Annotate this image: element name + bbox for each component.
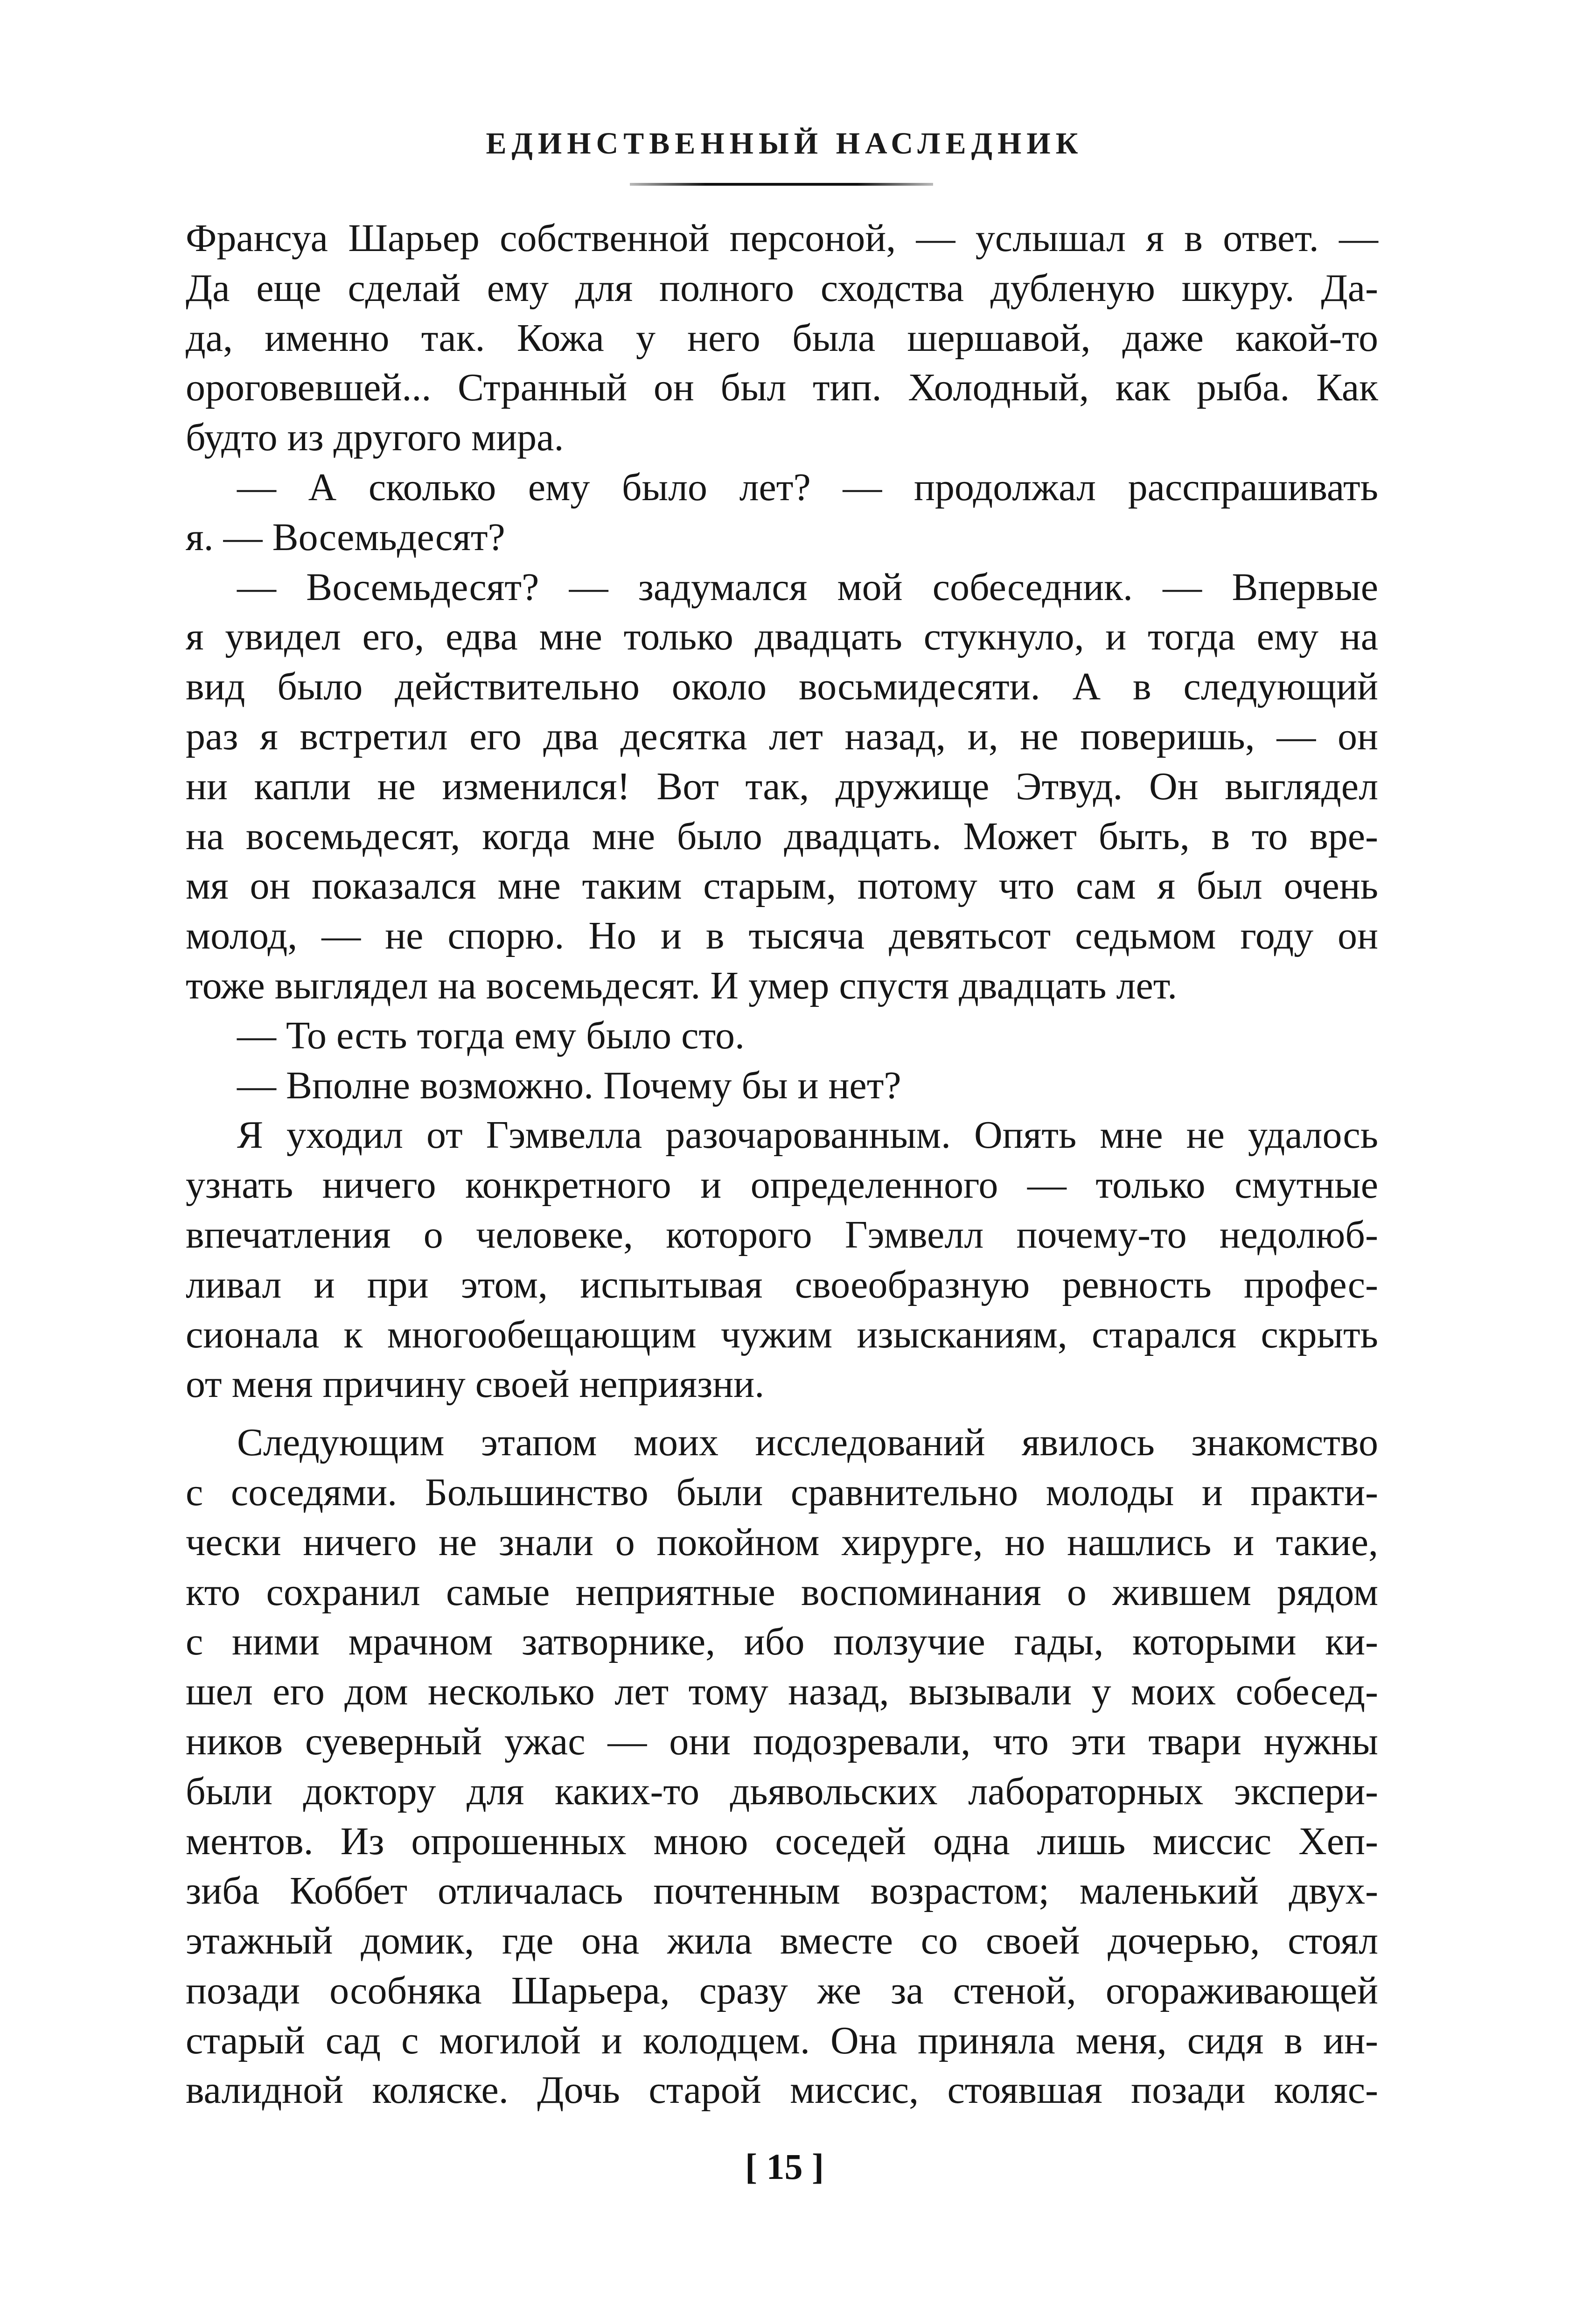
text-line: — Вполне возможно. Почему бы и нет? (237, 1063, 901, 1107)
text-line: ливал и при этом, испытывая своеобразную ревность профес- (186, 1263, 1378, 1306)
text-line: молод, — не спорю. Но и в тысяча девятьсот седьмом году он (186, 914, 1378, 958)
text-line: ников суеверный ужас — они подозревали, что эти твари нужны (186, 1719, 1378, 1763)
text-line: шел его дом несколько лет тому назад, вызывали у моих собесед- (186, 1670, 1378, 1714)
text-line: — А сколько ему было лет? — продолжал расспрашивать (237, 465, 1378, 509)
text-line: Следующим этапом моих исследований явилось знакомство (237, 1421, 1378, 1465)
text-line: впечатления о человеке, которого Гэмвелл почему-то недолюб- (186, 1213, 1378, 1256)
text-line: да, именно так. Кожа у него была шершавой, даже какой-то (186, 316, 1378, 360)
text-line: были доктору для каких-то дьявольских лабораторных экспери- (186, 1769, 1378, 1813)
text-line: вид было действительно около восьмидесяти. А в следующий (186, 665, 1378, 709)
text-line: Да еще сделай ему для полного сходства дубленую шкуру. Да- (186, 266, 1378, 310)
text-line: зиба Коббет отличалась почтенным возрастом; маленький двух- (186, 1869, 1378, 1913)
running-title: ЕДИНСТВЕННЫЙ НАСЛЕДНИК (486, 126, 1083, 161)
text-line: — Восемьдесят? — задумался мой собеседник. — Впервые (237, 565, 1378, 609)
text-line: старый сад с могилой и колодцем. Она приняла меня, сидя в ин- (186, 2018, 1378, 2062)
text-line: кто сохранил самые неприятные воспоминания о жившем рядом (186, 1570, 1378, 1614)
text-line: чески ничего не знали о покойном хирурге, но нашлись и такие, (186, 1520, 1378, 1564)
text-line: Франсуа Шарьер собственной персоной, — услышал я в ответ. — (186, 216, 1378, 260)
text-line: тоже выглядел на восемьдесят. И умер спустя двадцать лет. (186, 963, 1178, 1007)
text-line: — То есть тогда ему было сто. (237, 1013, 745, 1057)
text-line: от меня причину своей неприязни. (186, 1362, 765, 1406)
body-text (186, 214, 1378, 2115)
text-line: валидной коляске. Дочь старой миссис, стоявшая позади коляс- (186, 2068, 1378, 2112)
text-line: позади особняка Шарьера, сразу же за стеной, огораживающей (186, 1968, 1378, 2012)
text-line: ороговевшей... Странный он был тип. Холодный, как рыба. Как (186, 366, 1378, 410)
text-line: будто из другого мира. (186, 416, 564, 460)
text-line: с соседями. Большинство были сравнительно молоды и практи- (186, 1470, 1378, 1514)
text-line: узнать ничего конкретного и определенного — только смутные (186, 1163, 1378, 1207)
text-line: раз я встретил его два десятка лет назад, и, не поверишь, — он (186, 714, 1378, 758)
text-line: Я уходил от Гэмвелла разочарованным. Опять мне не удалось (237, 1113, 1378, 1157)
text-line: этажный домик, где она жила вместе со своей дочерью, стоял (186, 1919, 1378, 1963)
page-number: [ 15 ] (745, 2146, 824, 2187)
text-line: сионала к многообещающим чужим изысканиям, старался скрыть (186, 1312, 1378, 1356)
text-line: я увидел его, едва мне только двадцать стукнуло, и тогда ему на (186, 615, 1378, 659)
text-line: на восемьдесят, когда мне было двадцать. Может быть, в то вре- (186, 814, 1378, 858)
text-line: ни капли не изменился! Вот так, дружище Этвуд. Он выглядел (186, 764, 1378, 808)
header-rule (630, 183, 933, 186)
text-line: я. — Восемьдесят? (186, 515, 505, 559)
text-line: с ними мрачном затворнике, ибо ползучие гады, которыми ки- (186, 1620, 1378, 1664)
text-line: мя он показался мне таким старым, потому что сам я был очень (186, 864, 1378, 908)
text-line: ментов. Из опрошенных мною соседей одна лишь миссис Хеп- (186, 1819, 1378, 1863)
